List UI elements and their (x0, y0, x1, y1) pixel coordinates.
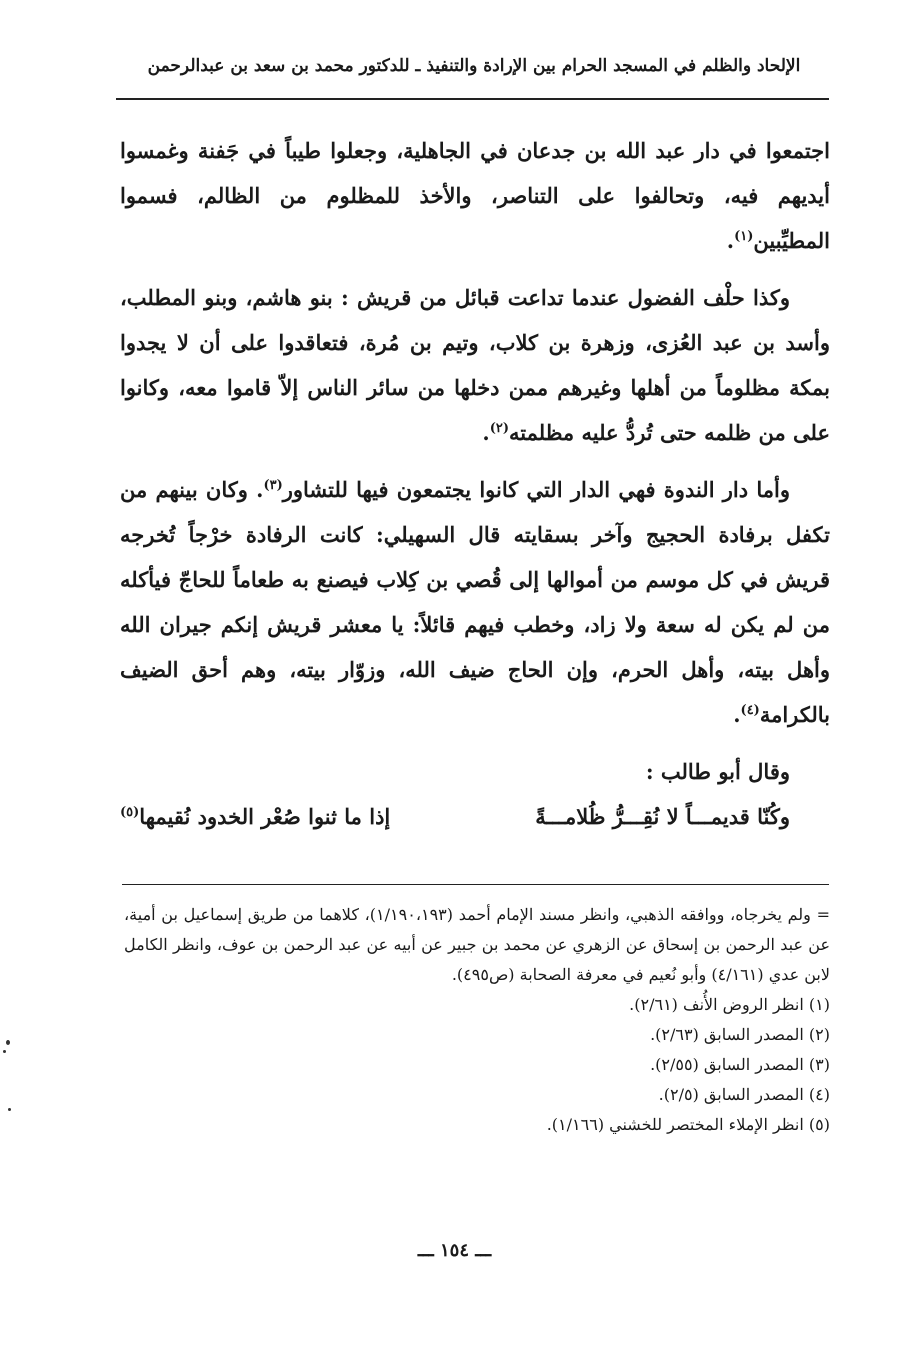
footnote-ref-2: (٢) (489, 421, 509, 436)
paragraph-2: وكذا حلْف الفضول عندما تداعت قبائل من قريش : بنو هاشم، وبنو المطلب، وأسد بن عبد العُزى، وزهرة بن كلاب، وتيم بن مُرة، فتعاقدوا على أن لا يجدوا بمكة مظلوماً من أهلها وغيرهم ممن دخلها من سائر الناس إلاّ قاموا معه، وكانوا على من ظلمه حتى تُردُّ عليه مظلمته$^{(٢)}$. (120, 285, 830, 445)
page-number: ـــ ١٥٤ ـــ (417, 1240, 492, 1261)
paragraph-1-text: اجتمعوا في دار عبد الله بن جدعان في الجاهلية، وجعلوا طيباً في جَفنة وغمسوا أيديهم فيه، وتحالفوا على التناصر، والأخذ للمظلوم من الظالم، فسموا المطيِّبين (120, 138, 830, 253)
verse-intro: وقال أبو طالب : (645, 759, 790, 784)
footnote-item: (٢) المصدر السابق (٢/٦٣). (650, 1025, 830, 1044)
footnote-item: (٤) المصدر السابق (٢/٥). (658, 1085, 830, 1104)
scan-speck (3, 1050, 6, 1053)
footnote-item: (٥) انظر الإملاء المختصر للخشني (١/١٦٦). (546, 1115, 830, 1134)
scan-speck (8, 1108, 11, 1111)
verse-first-hemistich: وكُنّا قديمـــاً لا نُقِـــرُّ ظُلامـــةً (535, 804, 790, 829)
scan-speck (6, 1040, 10, 1045)
verse-second-hemistich: إذا ما ثنوا صُعْر الخدود نُقيمها (139, 804, 391, 829)
footnote-ref-1: (١) (734, 229, 754, 244)
running-header: الإلحاد والظلم في المسجد الحرام بين الإرادة والتنفيذ ـ للدكتور محمد بن سعد بن عبدالرحمن (147, 56, 801, 76)
footnotes (124, 900, 830, 1140)
main-text (120, 128, 830, 839)
header-divider (116, 98, 829, 100)
verse-second-hemistich-wrap (120, 794, 390, 839)
paragraph-2-text: وكذا حلْف الفضول عندما تداعت قبائل من قريش : بنو هاشم، وبنو المطلب، وأسد بن عبد العُزى، وزهرة بن كلاب، وتيم بن مُرة، فتعاقدوا على أن لا يجدوا بمكة مظلوماً من أهلها وغيرهم ممن دخلها من سائر الناس إلاّ قاموا معه، وكانوا على من ظلمه حتى تُردُّ عليه مظلمته (120, 285, 830, 445)
poem-verse (120, 794, 830, 839)
footnote-item: (١) انظر الروض الأُنف (٢/٦١). (629, 995, 830, 1014)
paragraph-3: وأما دار الندوة فهي الدار التي كانوا يجتمعون فيها للتشاور$^{(٣)}$. وكان بينهم من تكفل برفادة الحجيج وآخر بسقايته قال السهيلي: كانت الرفادة خرْجاً تُخرجه قريش في كل موسم من أموالها إلى قُصي بن كِلاب فيصنع به طعاماً للحاجّ فيأكله من لم يكن له سعة ولا زاد، وخطب فيهم قائلاً: يا معشر قريش إنكم جيران الله وأهل بيته، وأهل الحرم، وإن الحاج ضيف الله، وزوّار بيته، وهم أحق الضيف بالكرامة$^{(٤)}$. (120, 477, 830, 727)
footnote-continuation: = ولم يخرجاه، ووافقه الذهبي، وانظر مسند الإمام أحمد (١/١٩٠،١٩٣)، كلاهما من طريق إسماعيل بن أمية، عن عبد الرحمن بن إسحاق عن الزهري عن محمد بن جبير عن أبيه عن عبد الرحمن بن عوف، وانظر الكامل لابن عدي (٤/١٦١) وأبو نُعيم في معرفة الصحابة (ص٤٩٥). (124, 905, 830, 984)
footnote-ref-4: (٤) (740, 703, 760, 718)
footnote-item: (٣) المصدر السابق (٢/٥٥). (650, 1055, 830, 1074)
footnote-divider (122, 884, 829, 885)
paragraph-3-text-b: وكان بينهم من تكفل برفادة الحجيج وآخر بسقايته قال السهيلي: كانت الرفادة خرْجاً تُخرجه قريش في كل موسم من أموالها إلى قُصي بن كِلاب فيصنع به طعاماً للحاجّ فيأكله من لم يكن له سعة ولا زاد، وخطب فيهم قائلاً: يا معشر قريش إنكم جيران الله وأهل بيته، وأهل الحرم، وإن الحاج ضيف الله، وزوّار بيته، وهم أحق الضيف بالكرامة (120, 477, 830, 727)
footnote-ref-5: (٥) (120, 805, 140, 820)
paragraph-1: اجتمعوا في دار عبد الله بن جدعان في الجاهلية، وجعلوا طيباً في جَفنة وغمسوا أيديهم فيه، وتحالفوا على التناصر، والأخذ للمظلوم من الظالم، فسموا المطيِّبين$^{(١)}$. (120, 138, 830, 253)
paragraph-3-text-a: وأما دار الندوة فهي الدار التي كانوا يجتمعون فيها للتشاور (282, 477, 790, 502)
footnote-ref-3: (٣) (263, 478, 283, 493)
